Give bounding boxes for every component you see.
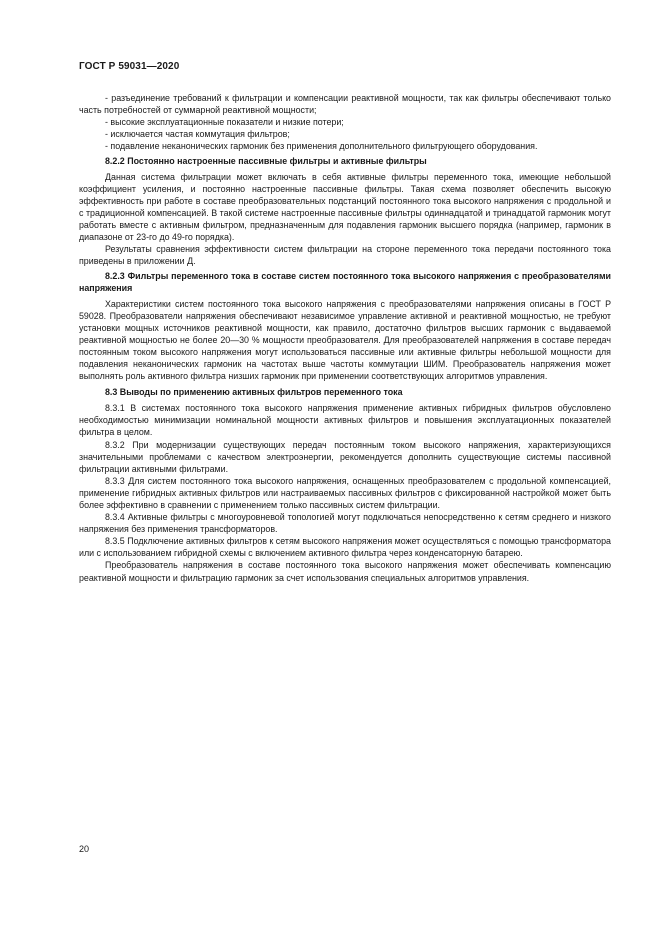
- paragraph: 8.3.2 При модернизации существующих передач постоянным током высокого напряжения, характеризующихся значительными проблемами с качеством электроэнергии, рекомендуется дополнить существующие системы пассивной фильтрации активными фильтрами.: [79, 439, 611, 474]
- page-number: 20: [79, 844, 90, 854]
- paragraph: 8.3.1 В системах постоянного тока высокого напряжения применение активных гибридных фильтров обусловлено необходимостью минимизации номинальной мощности активных фильтров и повышения эксплуатационных показателей фильтра в целом.: [79, 403, 611, 438]
- paragraph: Результаты сравнения эффективности систем фильтрации на стороне переменного тока передачи постоянного тока приведены в приложении Д.: [79, 244, 611, 267]
- section-heading-8-2-2: 8.2.2 Постоянно настроенные пассивные фильтры и активные фильтры: [105, 156, 427, 167]
- document-body: [79, 92, 611, 584]
- paragraph: Характеристики систем постоянного тока высокого напряжения с преобразователями напряжения описаны в ГОСТ Р 59028. Преобразователи напряжения обеспечивают независимое управление активной и реактивной мощностью, не требуют установки мощных источников реактивной мощности, как правило, достаточно фильтров высших гармоник с выдаваемой реактивной мощностью не более 20—30 % мощности преобразователя. Для преобразователей напряжения в составе передач постоянным током высокого напряжения могут использоваться пассивные или активные фильтры небольшой мощности для подавления неканонических гармоник на частотах выше частоты коммутации ШИМ. Преобразователь напряжения может выполнять роль активного фильтра низших гармоник при применении соответствующих алгоритмов управления.: [79, 298, 611, 382]
- list-item: - высокие эксплуатационные показатели и низкие потери;: [105, 117, 344, 128]
- list-item: - подавление неканонических гармоник без применения дополнительного фильтрующего оборудования.: [105, 141, 538, 152]
- section-heading-8-3: 8.3 Выводы по применению активных фильтров переменного тока: [105, 387, 403, 398]
- paragraph: 8.3.4 Активные фильтры с многоуровневой топологией могут подключаться непосредственно к сетям среднего и низкого напряжения без применения трансформаторов.: [79, 512, 611, 535]
- paragraph: Данная система фильтрации может включать в себя активные фильтры переменного тока, имеющие небольшой коэффициент усиления, и постоянно настроенные пассивные фильтры. Такая схема позволяет обеспечить высокую эффективность при работе в составе преобразовательных подстанций постоянного тока высокого напряжения с продольной и с традиционной компенсацией. В такой системе настроенные пассивные фильтры одиннадцатой и тринадцатой гармоник могут работать вместе с активным фильтром, предназначенным для подавления гармоник высшего порядка (например, гармоник в диапазоне от 23-го до 49-го порядка).: [79, 171, 611, 243]
- paragraph: 8.3.5 Подключение активных фильтров к сетям высокого напряжения может осуществляться с помощью трансформатора или с использованием гибридной схемы с включением активного фильтра через конденсаторную батарею.: [79, 536, 611, 559]
- section-heading-8-2-3: 8.2.3 Фильтры переменного тока в составе систем постоянного тока высокого напряжения с преобразователями напряжения: [79, 271, 611, 294]
- paragraph: Преобразователь напряжения в составе постоянного тока высокого напряжения может обеспечивать компенсацию реактивной мощности и фильтрацию гармоник за счет использования специальных алгоритмов управления.: [79, 560, 611, 583]
- list-item: - разъединение требований к фильтрации и компенсации реактивной мощности, так как фильтры обеспечивают только часть потребностей от суммарной реактивной мощности;: [79, 93, 611, 116]
- document-code: ГОСТ Р 59031—2020: [79, 61, 180, 72]
- list-item: - исключается частая коммутация фильтров;: [105, 129, 290, 140]
- paragraph: 8.3.3 Для систем постоянного тока высокого напряжения, оснащенных преобразователем с продольной компенсацией, применение гибридных активных фильтров или настраиваемых пассивных фильтров с фиксированной настройкой может быть более эффективно в сравнении с применением только пассивных систем фильтрации.: [79, 475, 611, 510]
